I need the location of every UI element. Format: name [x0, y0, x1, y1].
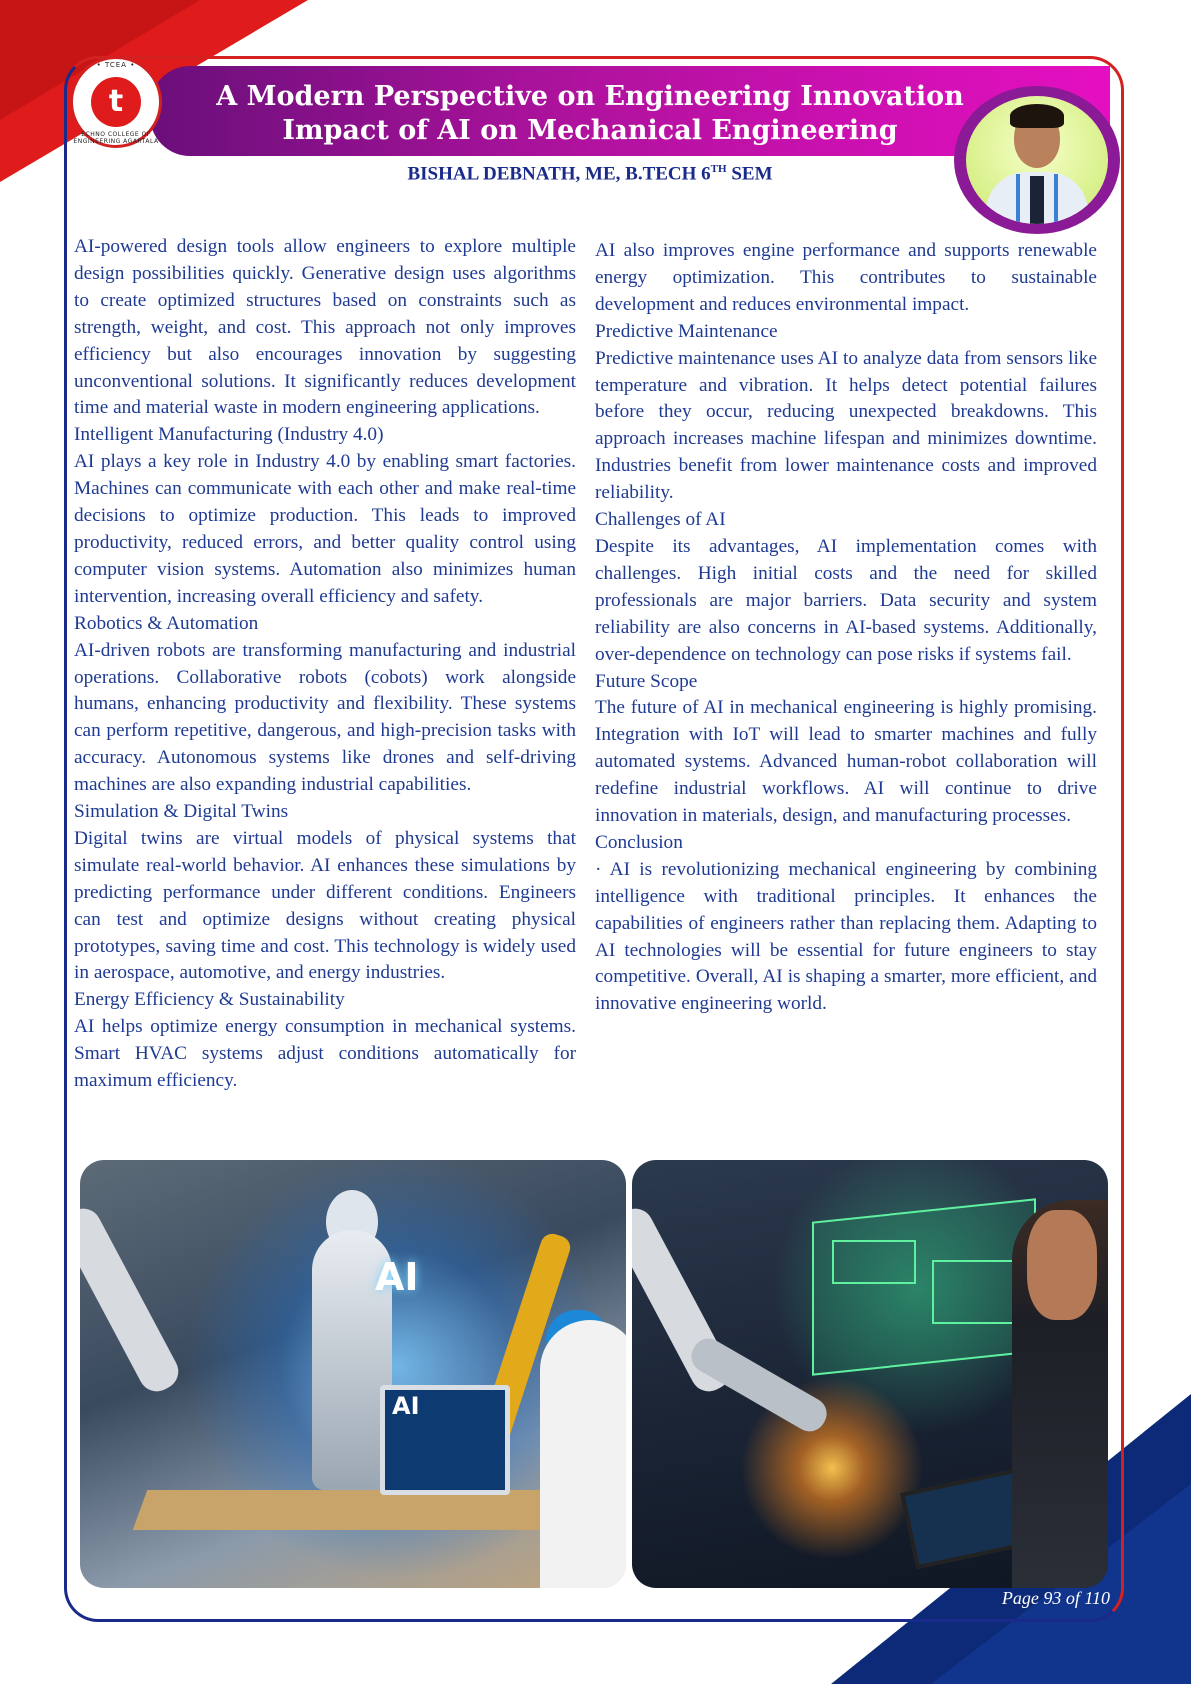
author-photo	[966, 96, 1108, 224]
section-heading: Future Scope	[595, 670, 698, 692]
page-title	[150, 80, 1030, 148]
author-ordinal: TH	[710, 163, 727, 175]
author-name: BISHAL DEBNATH, ME, B.TECH 6	[407, 163, 711, 185]
left-text-column	[74, 234, 576, 1095]
ai-workshop-image	[80, 1160, 626, 1588]
paragraph: · AI is revolutionizing mechanical engineering by combining intelligence with traditional principles. It enhances the capabilities of engineers rather than replacing them. Adapting to AI technologies will be essential for future engineers to stay competitive. Overall, AI is shaping a smarter, more efficient, and innovative engineering world.	[595, 858, 1097, 1015]
paragraph: AI helps optimize energy consumption in mechanical systems. Smart HVAC systems adjust conditions automatically for maximum efficiency.	[74, 1016, 576, 1092]
author-portrait-icon	[954, 86, 1120, 234]
paragraph: AI also improves engine performance and supports renewable energy optimization. This contributes to sustainable development and reduces environmental impact.	[595, 240, 1097, 315]
section-heading: Robotics & Automation	[74, 612, 259, 634]
college-logo-icon	[70, 56, 162, 148]
logo-emblem: t	[91, 77, 141, 127]
section-heading: Simulation & Digital Twins	[74, 801, 289, 823]
paragraph: AI plays a key role in Industry 4.0 by enabling smart factories. Machines can communicate with each other and make real-time decisions to optimize production. This leads to improved productivity, reduced errors, and better quality control using computer vision systems. Automation also minimizes human intervention, increasing overall efficiency and safety.	[74, 451, 576, 607]
page-number: Page 93 of 110	[1001, 1588, 1110, 1608]
image-monitor-text: AI	[392, 1392, 420, 1420]
section-heading: Energy Efficiency & Sustainability	[74, 989, 345, 1011]
section-heading: Intelligent Manufacturing (Industry 4.0)	[74, 424, 384, 446]
logo-ring-bottom-text: ECHNO COLLEGE OF ENGINEERING AGARTALA	[73, 131, 159, 145]
section-heading: Conclusion	[595, 831, 683, 853]
author-line	[150, 156, 1030, 187]
section-heading: Challenges of AI	[595, 509, 726, 531]
right-text-column	[595, 238, 1097, 1018]
paragraph: Predictive maintenance uses AI to analyze data from sensors like temperature and vibration. It helps detect potential failures before they occur, reducing unexpected breakdowns. This approach increases machine lifespan and minimizes downtime. Industries benefit from lower maintenance costs and improved reliability.	[595, 347, 1097, 504]
paragraph: The future of AI in mechanical engineering is highly promising. Integration with IoT will lead to smarter machines and fully automated systems. Advanced human-robot collaboration will redefine industrial workflows. AI will continue to drive innovation in materials, design, and manufacturing processes.	[595, 697, 1097, 827]
image-ai-overlay-text: AI	[375, 1255, 419, 1299]
paragraph: Digital twins are virtual models of physical systems that simulate real-world behavior. AI enhances these simulations by predicting performance under different conditions. Engineers can test and optimize designs without creating physical prototypes, saving time and cost. This technology is widely used in aerospace, automotive, and energy industries.	[74, 827, 576, 984]
author-semester: SEM	[726, 163, 773, 185]
title-line-1: A Modern Perspective on Engineering Innovation	[216, 81, 964, 112]
paragraph: AI-driven robots are transforming manufacturing and industrial operations. Collaborative robots (cobots) work alongside humans, enhancing productivity and flexibility. These systems can perform repetitive, dangerous, and high-precision tasks with accuracy. Autonomous systems like drones and self-driving machines are also expanding industrial capabilities.	[74, 639, 576, 796]
logo-ring-top-text: • TCEA •	[96, 61, 136, 69]
section-heading: Predictive Maintenance	[595, 320, 778, 342]
paragraph: Despite its advantages, AI implementation comes with challenges. High initial costs and the need for skilled professionals are major barriers. Data security and system reliability are also concerns in AI-based systems. Additionally, over-dependence on technology can pose risks if systems fail.	[595, 535, 1097, 665]
paragraph: AI-powered design tools allow engineers to explore multiple design possibilities quickly. Generative design uses algorithms to create optimized structures based on constraints such as strength, weight, and cost. This approach not only improves efficiency but also encourages innovation by suggesting unconventional solutions. It significantly reduces development time and material waste in modern engineering applications.	[74, 236, 576, 419]
robotic-welding-image	[632, 1160, 1108, 1588]
title-line-2: Impact of AI on Mechanical Engineering	[282, 115, 898, 146]
